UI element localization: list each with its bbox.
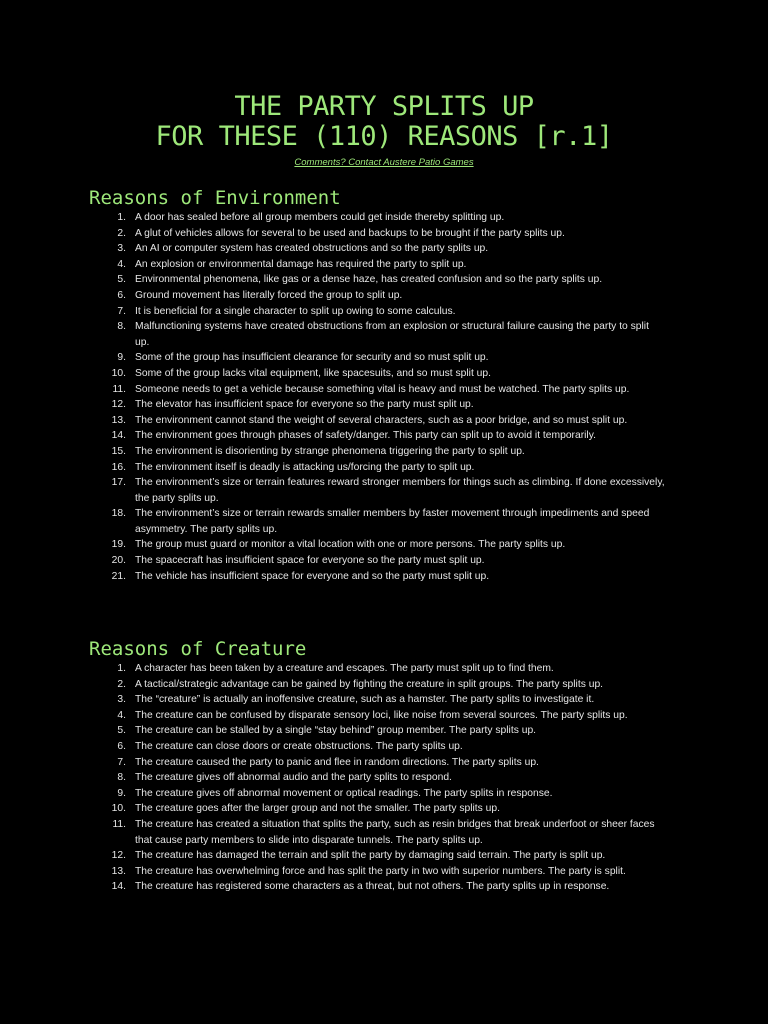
list-item bbox=[0, 848, 665, 864]
list-item bbox=[0, 864, 665, 880]
list-item-number: 3. bbox=[117, 694, 126, 706]
list-item-text: The creature caused the party to panic and flee in random directions. The party splits up. bbox=[135, 756, 539, 768]
list-item bbox=[0, 382, 665, 398]
list-item bbox=[0, 475, 665, 506]
list-item bbox=[0, 708, 665, 724]
list-item-text: The creature can close doors or create obstructions. The party splits up. bbox=[135, 740, 463, 752]
list-item-text: The creature has registered some characters as a threat, but not others. The party splits up in response. bbox=[135, 881, 610, 893]
list-item-number: 16. bbox=[111, 461, 126, 473]
list-item-number: 8. bbox=[117, 772, 126, 784]
list-item bbox=[0, 801, 665, 817]
document-title-line-1: THE PARTY SPLITS UP bbox=[234, 91, 534, 122]
list-item bbox=[0, 288, 665, 304]
list-item-text: A tactical/strategic advantage can be gained by fighting the creature in split groups. The party splits up. bbox=[135, 678, 604, 690]
list-item-text: The environment is disorienting by strange phenomena triggering the party to split up. bbox=[135, 445, 525, 457]
section-heading-creature: Reasons of Creature bbox=[89, 638, 307, 660]
list-item bbox=[0, 397, 665, 413]
list-item-text: The group must guard or monitor a vital location with one or more persons. The party splits up. bbox=[135, 539, 566, 551]
list-item-text: The creature can be confused by disparate sensory loci, like noise from several sources. The party splits up. bbox=[135, 709, 628, 721]
list-item-number: 18. bbox=[111, 508, 126, 520]
list-item-text: The creature has overwhelming force and has split the party in two with superior numbers. The party is split. bbox=[135, 865, 626, 877]
list-item-text: Some of the group has insufficient clearance for security and so must split up. bbox=[135, 352, 489, 364]
list-item-number: 8. bbox=[117, 321, 126, 333]
list-item-number: 7. bbox=[117, 305, 126, 317]
list-item bbox=[0, 210, 665, 226]
list-item-text: A door has sealed before all group members could get inside thereby splitting up. bbox=[135, 212, 505, 223]
list-item-number: 4. bbox=[117, 258, 126, 270]
list-item-number: 1. bbox=[117, 212, 126, 223]
list-item bbox=[0, 553, 665, 569]
list-item-number: 6. bbox=[117, 740, 126, 752]
list-item bbox=[0, 304, 665, 320]
list-item bbox=[0, 817, 665, 848]
list-item-text: The creature goes after the larger group and not the smaller. The party splits up. bbox=[135, 803, 500, 815]
list-item-text: Someone needs to get a vehicle because something vital is heavy and must be watched. The party splits up. bbox=[135, 383, 630, 395]
list-item bbox=[0, 692, 665, 708]
list-item bbox=[0, 241, 665, 257]
list-item-number: 2. bbox=[117, 227, 126, 239]
list-item-number: 14. bbox=[111, 430, 126, 442]
list-item-text: An explosion or environmental damage has required the party to split up. bbox=[135, 258, 467, 270]
list-item bbox=[0, 786, 665, 802]
list-item-text: The environment itself is deadly is attacking us/forcing the party to split up. bbox=[135, 461, 475, 473]
list-item-number: 4. bbox=[117, 709, 126, 721]
list-item bbox=[0, 723, 665, 739]
list-item-text: The creature can be stalled by a single “stay behind” group member. The party splits up. bbox=[135, 725, 537, 737]
list-item-number: 13. bbox=[111, 865, 126, 877]
list-item bbox=[0, 319, 665, 350]
list-item-number: 3. bbox=[117, 243, 126, 255]
list-item-number: 7. bbox=[117, 756, 126, 768]
list-item-number: 9. bbox=[117, 787, 126, 799]
list-item-number: 5. bbox=[117, 725, 126, 737]
list-item-number: 17. bbox=[111, 477, 126, 489]
list-item-number: 11. bbox=[112, 383, 126, 395]
list-item-text: Some of the group lacks vital equipment, like spacesuits, and so must split up. bbox=[135, 367, 491, 379]
list-item-text: A glut of vehicles allows for several to be used and backups to be brought if the party splits up. bbox=[135, 227, 565, 239]
list-item-number: 19. bbox=[111, 539, 126, 551]
list-item bbox=[0, 428, 665, 444]
title-block bbox=[0, 92, 768, 170]
list-item-text: The “creature” is actually an inoffensive creature, such as a hamster. The party splits to investigate it. bbox=[135, 694, 595, 706]
list-item bbox=[0, 569, 665, 585]
document-title-line-2: FOR THESE (110) REASONS [r.1] bbox=[155, 121, 613, 152]
list-item-number: 13. bbox=[111, 414, 126, 426]
contact-link[interactable]: Comments? Contact Austere Patio Games bbox=[294, 157, 474, 168]
list-item bbox=[0, 739, 665, 755]
list-item-text: An AI or computer system has created obstructions and so the party splits up. bbox=[135, 243, 489, 255]
list-item-number: 2. bbox=[117, 678, 126, 690]
list-item-text: Environmental phenomena, like gas or a dense haze, has created confusion and so the party splits up. bbox=[135, 274, 603, 286]
list-item bbox=[0, 755, 665, 771]
list-item-text: The environment cannot stand the weight of several characters, such as a poor bridge, and so must split up. bbox=[135, 414, 628, 426]
list-item-number: 11. bbox=[112, 818, 126, 830]
list-item-number: 14. bbox=[111, 881, 126, 893]
section-heading-environment: Reasons of Environment bbox=[89, 187, 341, 209]
list-item bbox=[0, 537, 665, 553]
environment-reasons-list bbox=[0, 210, 768, 584]
list-item bbox=[0, 677, 665, 693]
list-item-text: It is beneficial for a single character to split up owing to some calculus. bbox=[135, 305, 456, 317]
list-item-number: 12. bbox=[111, 399, 126, 411]
list-item bbox=[0, 226, 665, 242]
list-item-text: The spacecraft has insufficient space for everyone so the party must split up. bbox=[135, 555, 485, 567]
list-item bbox=[0, 661, 665, 677]
list-item-number: 6. bbox=[117, 289, 126, 301]
list-item-text: Malfunctioning systems have created obstructions from an explosion or structural failure causing the party to split up. bbox=[135, 321, 649, 348]
list-item-text: A character has been taken by a creature and escapes. The party must split up to find them. bbox=[135, 663, 554, 674]
list-item-number: 20. bbox=[111, 555, 126, 567]
list-item bbox=[0, 350, 665, 366]
list-item-text: The creature gives off abnormal audio and the party splits to respond. bbox=[135, 772, 452, 784]
list-item-number: 1. bbox=[117, 663, 126, 674]
list-item bbox=[0, 460, 665, 476]
list-item-number: 15. bbox=[111, 445, 126, 457]
list-item bbox=[0, 413, 665, 429]
list-item-text: The creature has damaged the terrain and split the party by damaging said terrain. The party is split up. bbox=[135, 850, 606, 862]
list-item-number: 5. bbox=[117, 274, 126, 286]
list-item-number: 10. bbox=[111, 803, 126, 815]
list-item bbox=[0, 444, 665, 460]
list-item bbox=[0, 272, 665, 288]
list-item bbox=[0, 257, 665, 273]
list-item-text: The creature gives off abnormal movement or optical readings. The party splits in response. bbox=[135, 787, 553, 799]
list-item-text: The environment’s size or terrain features reward stronger members for things such as climbing. If done excessively, the party splits up. bbox=[135, 477, 665, 504]
list-item bbox=[0, 506, 665, 537]
list-item-text: Ground movement has literally forced the group to split up. bbox=[135, 289, 403, 301]
list-item-text: The environment’s size or terrain rewards smaller members by faster movement through impediments and speed asymmetry. The party splits up. bbox=[135, 508, 650, 535]
list-item-number: 10. bbox=[111, 367, 126, 379]
list-item bbox=[0, 770, 665, 786]
list-item-text: The elevator has insufficient space for everyone so the party must split up. bbox=[135, 399, 474, 411]
list-item bbox=[0, 366, 665, 382]
list-item-number: 21. bbox=[111, 570, 126, 582]
list-item-number: 12. bbox=[111, 850, 126, 862]
creature-reasons-list bbox=[0, 661, 768, 895]
list-item bbox=[0, 879, 665, 895]
list-item-text: The environment goes through phases of safety/danger. This party can split up to avoid it temporarily. bbox=[135, 430, 596, 442]
list-item-text: The vehicle has insufficient space for everyone and so the party must split up. bbox=[135, 570, 490, 582]
list-item-number: 9. bbox=[117, 352, 126, 364]
list-item-text: The creature has created a situation that splits the party, such as resin bridges that break underfoot or sheer faces that cause party members to slide into disparate tunnels. The party splits up. bbox=[135, 818, 655, 846]
